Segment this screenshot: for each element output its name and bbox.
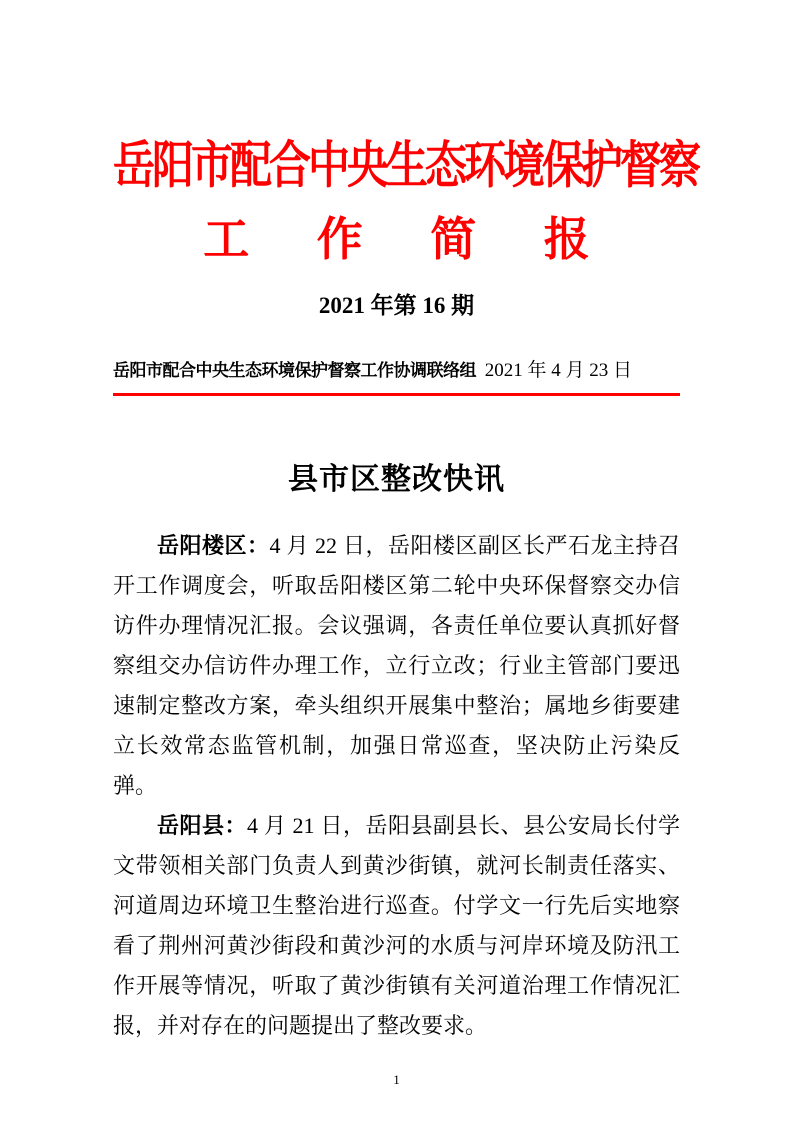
paragraph-text: 4 月 22 日，岳阳楼区副区长严石龙主持召开工作调度会，听取岳阳楼区第二轮中央环保督察交办信访件办理情况汇报。会议强调，各责任单位要认真抓好督察组交办信访件办理工作，立行立改；行业主管部门要迅速制定整改方案，牵头组织开展集中整治；属地乡街要建立长效常态监管机制，加强日常巡查，坚决防止污染反弹。	[113, 533, 680, 798]
paragraph-yueyangxian	[113, 806, 680, 1046]
paragraph-yueyanglouqu	[113, 526, 680, 806]
section-heading: 县市区整改快讯	[288, 463, 505, 496]
issue-date: 2021 年 4 月 23 日	[484, 360, 632, 381]
article-body	[113, 526, 680, 1046]
issue-number: 2021 年第 16 期	[318, 293, 475, 318]
paragraph-label: 岳阳楼区：	[157, 533, 270, 558]
masthead-row	[113, 357, 680, 385]
paragraph-label: 岳阳县：	[157, 813, 247, 838]
page-number: 1	[393, 1072, 400, 1087]
issuing-organization: 岳阳市配合中央生态环境保护督察工作协调联络组	[113, 361, 476, 380]
document-title-line2: 工 作 简 报	[203, 214, 618, 265]
document-content	[113, 139, 699, 1088]
masthead-divider-rule	[113, 393, 680, 396]
document-title-line1: 岳阳市配合中央生态环境保护督察	[113, 139, 699, 195]
paragraph-text: 4 月 21 日，岳阳县副县长、县公安局长付学文带领相关部门负责人到黄沙街镇，就河长制责任落实、河道周边环境卫生整治进行巡查。付学文一行先后实地察看了荆州河黄沙街段和黄沙河的水质与河岸环境及防汛工作开展等情况，听取了黄沙街镇有关河道治理工作情况汇报，并对存在的问题提出了整改要求。	[113, 813, 680, 1038]
